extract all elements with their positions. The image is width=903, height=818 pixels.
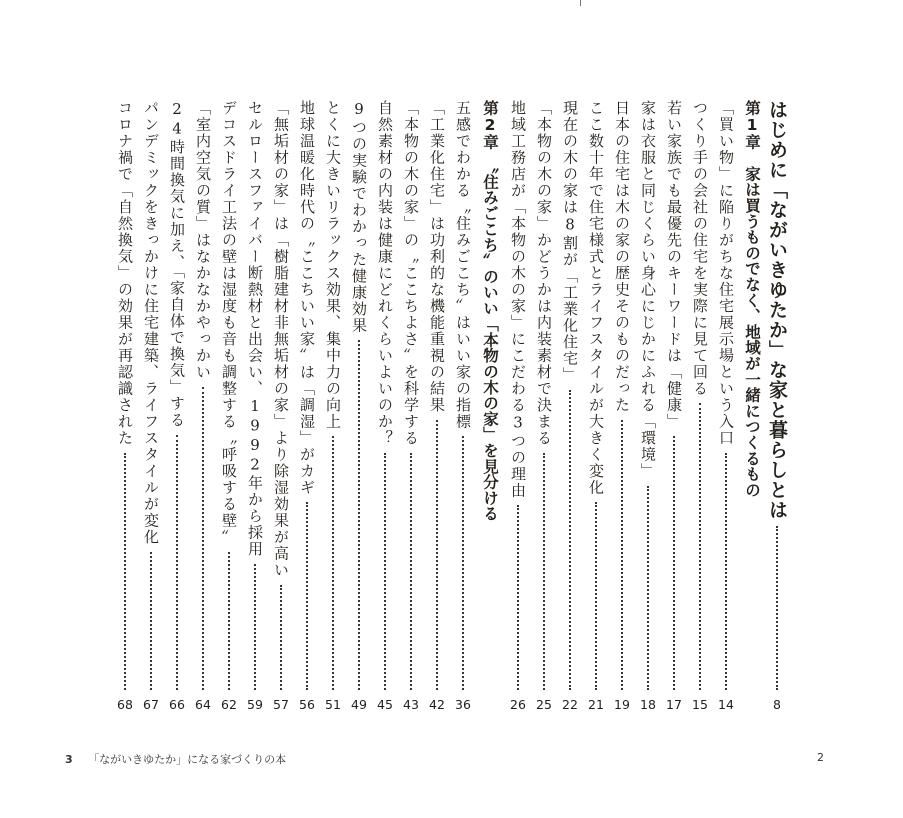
list-item[interactable]: 「室内空気の質」はなかなかやっかい 64 — [194, 100, 212, 712]
footer-left — [65, 751, 286, 767]
crop-mark — [580, 0, 581, 6]
list-item[interactable]: 家は衣服と同じくらい身心にじかにふれる「環境」 18 — [639, 100, 657, 712]
chapter-title: 〝住みごこち〟のいい「本物の木の家」を見分ける — [481, 165, 499, 522]
footer-right-page-number: 2 — [817, 751, 824, 764]
list-item[interactable]: 現在の木の家は8割が「工業化住宅」 22 — [561, 100, 579, 712]
list-item[interactable]: とくに大きいリラックス効果、集中力の向上 51 — [324, 100, 342, 712]
list-item[interactable]: パンデミックをきっかけに住宅建築、ライフスタイルが変化 67 — [142, 100, 160, 712]
toc-intro[interactable] — [765, 100, 789, 712]
list-item[interactable]: 「本物の木の家」かどうかは内装素材で決まる 25 — [535, 100, 553, 712]
list-item[interactable]: 「無垢材の家」は「樹脂建材非無垢材の家」より除湿効果が高い 57 — [272, 100, 290, 712]
list-item[interactable]: つくり手の会社の住宅を実際に見て回る 15 — [691, 100, 709, 712]
list-item[interactable]: 「買い物」に陥りがちな住宅展示場という入口 14 — [717, 100, 735, 712]
list-item[interactable]: 「工業化住宅」は功利的な機能重視の結果 42 — [428, 100, 446, 712]
list-item[interactable]: 日本の住宅は木の家の歴史そのものだった 19 — [613, 100, 631, 712]
list-item[interactable]: 24時間換気に加え、「家自体で換気」する 66 — [168, 100, 186, 712]
chapter-1-heading[interactable] — [740, 100, 764, 498]
footer-page-number: 3 — [65, 753, 73, 766]
list-item[interactable]: 若い家族でも最優先のキーワードは「健康」 17 — [665, 100, 683, 712]
intro-heading: はじめに「ながいきゆたか」な家と暮らしとは — [766, 100, 788, 520]
chapter-label: 第2章 — [481, 100, 499, 150]
list-item[interactable]: コロナ禍で「自然換気」の効果が再認識された 68 — [116, 100, 134, 712]
list-item[interactable]: 9つの実験でわかった健康効果 49 — [350, 100, 368, 712]
list-item[interactable]: 地域工務店が「本物の木の家」にこだわる3つの理由 26 — [509, 100, 527, 712]
chapter-2-heading[interactable] — [478, 100, 502, 522]
list-item[interactable]: ここ数十年で住宅様式とライフスタイルが大きく変化 21 — [587, 100, 605, 712]
list-item[interactable]: デコスドライ工法の壁は湿度も音も調整する〝呼吸する壁〟 62 — [220, 100, 238, 712]
footer-book-title: 「ながいきゆたか」になる家づくりの本 — [88, 753, 287, 766]
list-item[interactable]: セルロースファイバー断熱材と出会い、1992年から採用 59 — [246, 100, 264, 712]
page-number: 8 — [773, 697, 781, 712]
list-item[interactable]: 「本物の木の家」の〝ここちよさ〟を科学する 43 — [402, 100, 420, 712]
chapter-title: 家は買うものでなく、地域が一緒につくるもの — [743, 165, 761, 498]
list-item[interactable]: 自然素材の内装は健康にどれくらいよいのか？ 45 — [376, 100, 394, 712]
chapter-label: 第1章 — [743, 100, 761, 150]
list-item[interactable]: 地球温暖化時代の〝ここちいい家〟は「調湿」がカギ 56 — [298, 100, 316, 712]
list-item[interactable]: 五感でわかる〝住みごこち〟はいい家の指標 36 — [454, 100, 472, 712]
